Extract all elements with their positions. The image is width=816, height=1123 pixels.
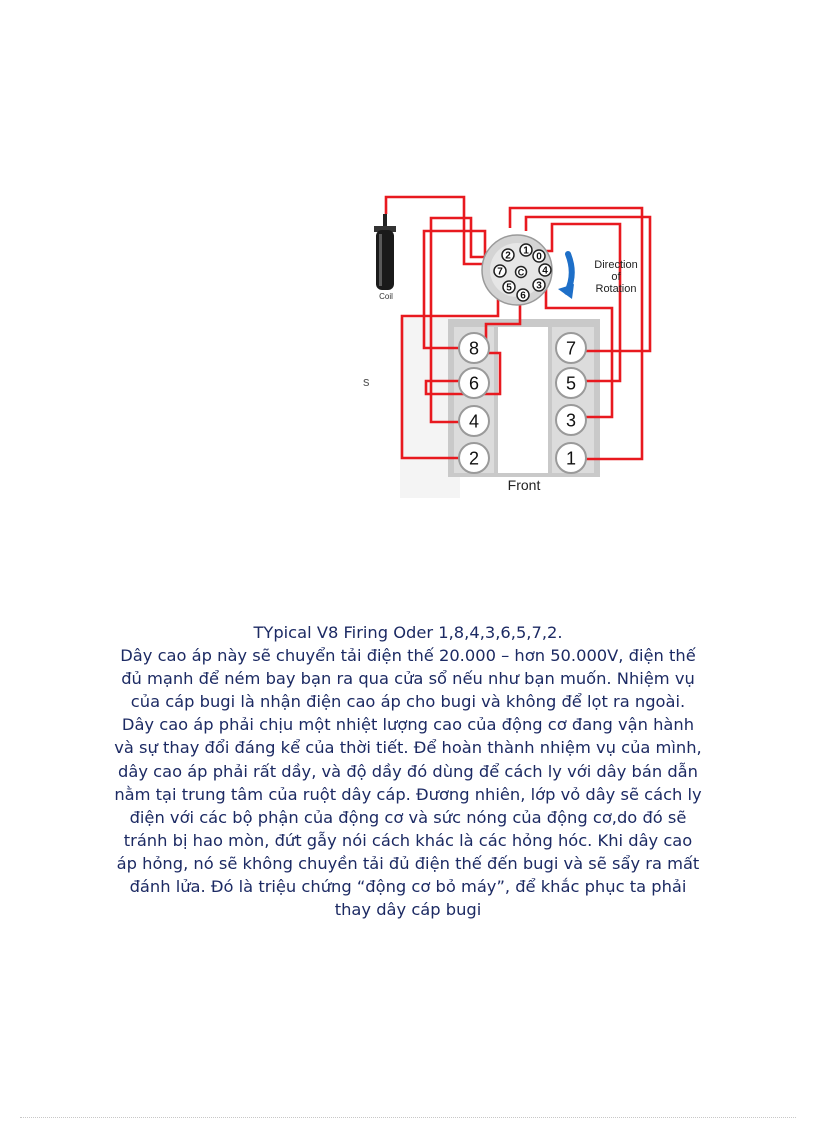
svg-text:3: 3 [536,280,542,292]
paragraph-line: điện với các bộ phận của động cơ và sức nóng của động cơ,do đó sẽ [129,807,687,827]
paragraph-line: đủ mạnh để ném bay bạn ra qua cửa sổ nếu như bạn muốn. Nhiệm vụ [121,669,695,689]
svg-text:1: 1 [565,448,577,469]
svg-text:C: C [517,267,525,278]
cylinder [459,368,489,398]
paragraph-line: tránh bị hao mòn, đứt gẫy nói cách khác là các hỏng hóc. Khi dây cao [123,830,693,850]
cylinder [459,333,489,363]
page-footer-rule [20,1117,796,1118]
svg-text:4: 4 [468,411,480,432]
cap-terminal [533,279,545,292]
cap-terminal [520,244,532,257]
paragraph-line: và sự thay đổi đáng kể của thời tiết. Để hoàn thành nhiệm vụ của mình, [114,738,702,758]
caption-title: TYpical V8 Firing Oder 1,8,4,3,6,5,7,2. [253,623,563,642]
cylinder [556,368,586,398]
front-label: Front [507,477,541,493]
svg-text:2: 2 [468,448,480,469]
coil-label: Coil [379,292,393,301]
cap-terminal [502,249,514,262]
svg-text:6: 6 [468,373,480,394]
paragraph-line: thay dây cáp bugi [334,900,482,920]
svg-text:8: 8 [468,338,480,359]
rotation-arrow-icon [558,254,574,299]
cap-terminal [494,265,506,278]
cap-terminal [533,250,545,263]
svg-text:3: 3 [565,410,577,431]
cap-terminal [503,281,515,294]
ignition-coil [374,214,396,301]
cap-terminal [539,264,551,277]
cylinder [459,406,489,436]
paragraph-line: dây cao áp phải rất dầy, và độ dầy đó dùng để cách ly với dây bán dẫn [118,761,698,781]
direction-label-line1: Direction [594,259,638,271]
side-mark: s [363,374,370,389]
svg-text:6: 6 [520,290,526,302]
direction-label-line3: Rotation [595,283,637,295]
svg-text:4: 4 [542,265,548,277]
cylinder [556,333,586,363]
paragraph-line: nằm tại trung tâm của ruột dây cáp. Đương nhiên, lớp vỏ dây sẽ cách ly [114,784,702,804]
svg-text:1: 1 [523,245,529,257]
paragraph-line: Dây cao áp này sẽ chuyển tải điện thế 20.000 – hơn 50.000V, điện thế [120,646,696,666]
svg-text:2: 2 [505,250,511,262]
svg-text:7: 7 [497,266,503,278]
svg-text:0: 0 [536,251,542,263]
cylinder [459,443,489,473]
svg-text:5: 5 [565,373,577,394]
cylinder [556,405,586,435]
paragraph-line: của cáp bugi là nhận điện cao áp cho bugi và không để lọt ra ngoài. [130,692,686,712]
paragraph-line: đánh lửa. Đó là triệu chứng “động cơ bỏ máy”, để khắc phục ta phải [129,877,687,897]
cap-center-terminal [516,267,527,278]
body-text [100,621,716,921]
direction-label-line2: of [611,271,621,283]
paragraph-line: Dây cao áp phải chịu một nhiệt lượng cao của động cơ đang vận hành [121,715,695,735]
paragraph-line: áp hỏng, nó sẽ không chuyền tải đủ điện thế đến bugi và sẽ sẩy ra mất [116,853,700,873]
cylinder [556,443,586,473]
svg-text:5: 5 [506,282,512,294]
svg-text:7: 7 [565,338,577,359]
cap-terminal [517,289,529,302]
firing-order-diagram [360,188,662,500]
